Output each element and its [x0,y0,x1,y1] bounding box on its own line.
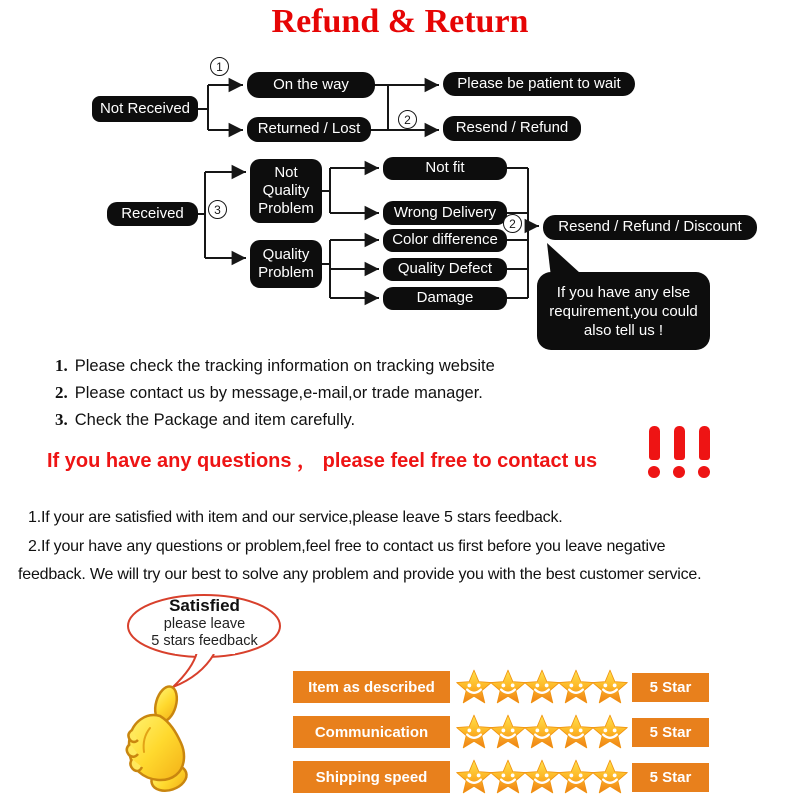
instruction-item [55,410,495,430]
feedback-note-line: feedback. We will try our best to solve any problem and provide you with the best customer service. [18,566,702,583]
flow-node-resend-refund: Resend / Refund [443,116,581,141]
smiley-star-icon [489,758,527,796]
contact-us-message: If you have any questions ， please feel free to contact us [47,450,598,472]
instruction-text: Please check the tracking information on tracking website [74,357,495,375]
star-rating [455,758,625,796]
flow-node-color-difference: Color difference [383,229,507,252]
rating-row [293,713,709,751]
instruction-number: 1. [55,356,68,375]
flow-node-not-quality-problem: Not Quality Problem [250,159,322,223]
feedback-note-line: 1.If your are satisfied with item and our service,please leave 5 stars feedback. [28,509,563,526]
star-rating [455,668,625,706]
flow-node-returned-lost: Returned / Lost [247,117,371,142]
note-bubble-line: also tell us ! [583,321,664,339]
instruction-item [55,356,495,376]
flow-node-not-received: Not Received [92,96,198,122]
smiley-star-icon [489,668,527,706]
feedback-note [18,504,782,590]
step-2-badge: 2 [398,110,417,129]
instruction-number: 2. [55,383,68,402]
exclamation-icon [698,426,710,478]
flow-node-damage: Damage [383,287,507,310]
thumbs-up-icon [120,682,205,794]
instruction-text: Please contact us by message,e-mail,or trade manager. [74,384,483,402]
flow-node-on-the-way: On the way [247,72,375,98]
flow-node-received: Received [107,202,198,226]
step-1-badge: 1 [210,57,229,76]
smiley-star-icon [455,758,493,796]
satisfied-bubble-line: please leave [163,616,246,632]
note-bubble [537,272,710,350]
smiley-star-icon [557,713,595,751]
smiley-star-icon [523,713,561,751]
instruction-text: Check the Package and item carefully. [74,411,356,429]
star-rating [455,713,625,751]
instruction-item [55,383,495,403]
rating-row [293,758,709,796]
smiley-star-icon [523,758,561,796]
instructions-list [55,356,495,437]
step-2b-badge: 2 [503,214,522,233]
exclamation-icon [648,426,660,478]
rating-tag: 5 Star [632,718,709,747]
smiley-star-icon [591,668,629,706]
smiley-star-icon [523,668,561,706]
step-3-badge: 3 [208,200,227,219]
rating-tag: 5 Star [632,673,709,702]
smiley-star-icon [557,668,595,706]
flow-node-not-fit: Not fit [383,157,507,180]
flow-node-quality-defect: Quality Defect [383,258,507,281]
rating-label: Shipping speed [293,761,450,793]
flow-node-resend-refund-discount: Resend / Refund / Discount [543,215,757,240]
rating-label: Communication [293,716,450,748]
note-bubble-line: requirement,you could [549,302,698,320]
satisfied-bubble-line: 5 stars feedback [151,633,258,649]
smiley-star-icon [489,713,527,751]
exclamation-marks-icon [648,426,710,478]
note-bubble-line: If you have any else [556,283,691,301]
rating-label: Item as described [293,671,450,703]
flow-node-quality-problem: Quality Problem [250,240,322,288]
smiley-star-icon [591,758,629,796]
flow-node-wrong-delivery: Wrong Delivery [383,201,507,225]
rating-row [293,668,709,706]
smiley-star-icon [557,758,595,796]
exclamation-icon [673,426,685,478]
smiley-star-icon [591,713,629,751]
rating-tag: 5 Star [632,763,709,792]
instruction-number: 3. [55,410,68,429]
smiley-star-icon [455,713,493,751]
page-title: Refund & Return [271,3,529,40]
flow-node-please-wait: Please be patient to wait [443,72,635,96]
feedback-note-line: 2.If your have any questions or problem,feel free to contact us first before you leave negative [28,537,666,555]
satisfied-bubble-title: Satisfied [169,596,240,615]
smiley-star-icon [455,668,493,706]
